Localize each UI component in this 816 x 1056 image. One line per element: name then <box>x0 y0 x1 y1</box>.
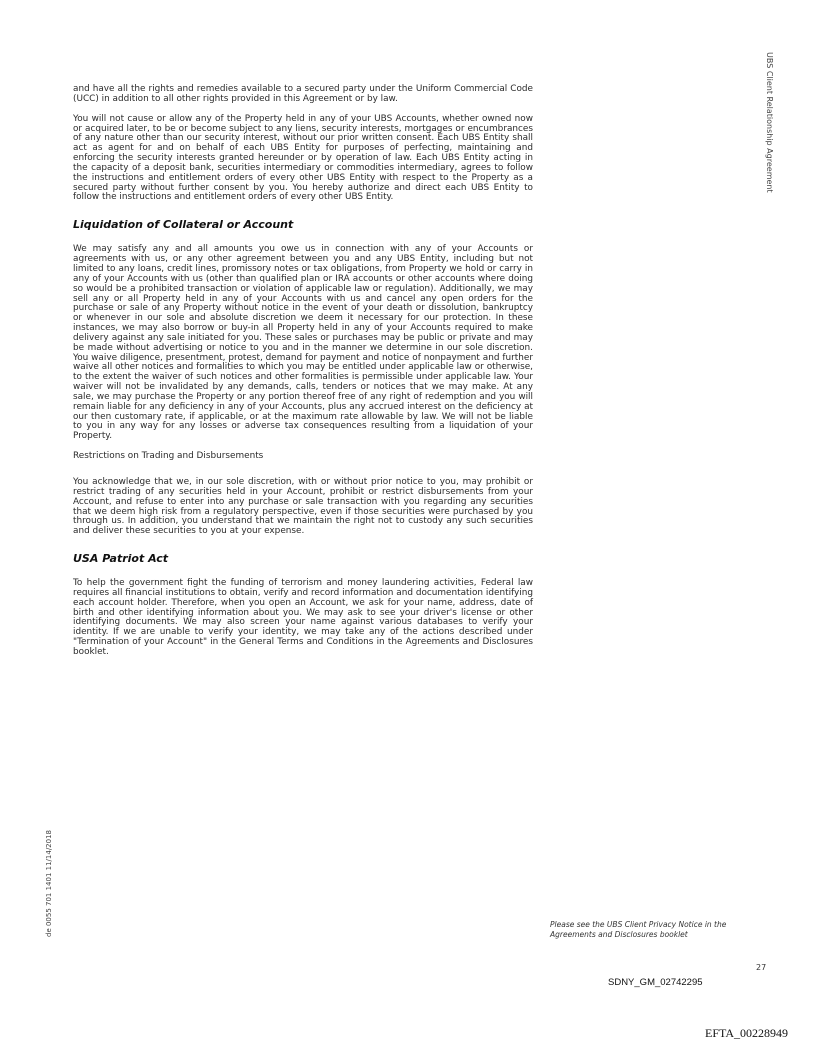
security-rights-paragraph: and have all the rights and remedies available to a secured party under the Uniform Commercial Code (UCC) in addition to all other rights provided in this Agreement or by law. <box>73 84 533 104</box>
page-number: 27 <box>756 963 767 972</box>
liquidation-paragraph: We may satisfy any and all amounts you owe us in connection with any of your Accounts or agreements with us, or any other agreement between you and any UBS Entity, including but not limited to any loans, credit lines, promissory notes or tax obligations, from Property we hold or carry in any of your Accounts with us (other than qualified plan or IRA accounts or other accounts where doing so would be a prohibited transaction or violation of applicable law or regulation). Additionally, we may sell any or all Property held in any of your Accounts with us and cancel any open orders for the purchase or sale of any Property without notice in the event of your death or dissolution, bankruptcy or whenever in our sole and absolute discretion we deem it necessary for our protection. In these instances, we may also borrow or buy-in all Property held in any of your Accounts required to make delivery against any sale initiated for you. These sales or purchases may be public or private and may be made without advertising or notice to you and in the manner we determine in our sole discretion. You waive diligence, presentment, protest, demand for payment and notice of nonpayment and further waive all other notices and formalities to which you may be entitled under applicable law or otherwise, to the extent the waiver of such notices and other formalities is permissible under applicable law. Your waiver will not be invalidated by any demands, calls, tenders or notices that we may make. At any sale, we may purchase the Property or any portion thereof free of any right of redemption and you will remain liable for any deficiency in any of your Accounts, plus any accrued interest on the deficiency at our then customary rate, if applicable, or at the maximum rate allowable by law. We will not be liable to you in any way for any losses or adverse tax consequences resulting from a liquidation of your Property. <box>73 244 533 442</box>
efta-number: EFTA_00228949 <box>705 1026 789 1040</box>
restrictions-paragraph: You acknowledge that we, in our sole discretion, with or without prior notice to you, may prohibit or restrict trading of any securities held in your Account, prohibit or restrict disbursements from your Account, and refuse to enter into any purchase or sale transaction with you regarding any securities that we deem high risk from a regulatory perspective, even if those securities were purchased by you through us. In addition, you understand that we maintain the right not to custody any such securities and deliver these securities to you at your expense. <box>73 477 533 537</box>
liens-paragraph: You will not cause or allow any of the Property held in any of your UBS Accounts, whether owned now or acquired later, to be or become subject to any liens, security interests, mortgages or encumbrances of any nature other than our security interest, without our prior written consent. Each UBS Entity shall act as agent for and on behalf of each UBS Entity for purposes of perfecting, maintaining and enforcing the security interests granted hereunder or by operation of law. Each UBS Entity acting in the capacity of a deposit bank, securities intermediary or commodities intermediary, agrees to follow the instructions and entitlement orders of every other UBS Entity with respect to the Property as a secured party without further consent by you. You hereby authorize and direct each UBS Entity to follow the instructions and entitlement orders of every other UBS Entity. <box>73 113 533 203</box>
restrictions-subheading: Restrictions on Trading and Disbursements <box>73 451 264 462</box>
liquidation-heading: Liquidation of Collateral or Account <box>73 218 294 232</box>
document-body <box>73 85 533 668</box>
privacy-notice-reference: Please see the UBS Client Privacy Notice in the Agreements and Disclosures booklet <box>550 920 727 939</box>
document-form-code: de 0055 701 1401 11/14/2018 <box>45 830 53 937</box>
bates-number: SDNY_GM_02742295 <box>608 977 703 988</box>
patriot-act-paragraph: To help the government fight the funding of terrorism and money laundering activities, Federal law requires all financial institutions to obtain, verify and record information and documentation identifying each account holder. Therefore, when you open an Account, we ask for your name, address, date of birth and other identifying information about you. We may ask to see your driver's license or other identifying documents. We may also screen your name against various databases to verify your identity. If we are unable to verify your identity, we may take any of the actions described under "Termination of your Account" in the General Terms and Conditions in the Agreements and Disclosures booklet. <box>73 578 533 657</box>
document-side-title: UBS Client Relationship Agreement <box>765 52 774 193</box>
patriot-act-heading: USA Patriot Act <box>73 552 169 566</box>
